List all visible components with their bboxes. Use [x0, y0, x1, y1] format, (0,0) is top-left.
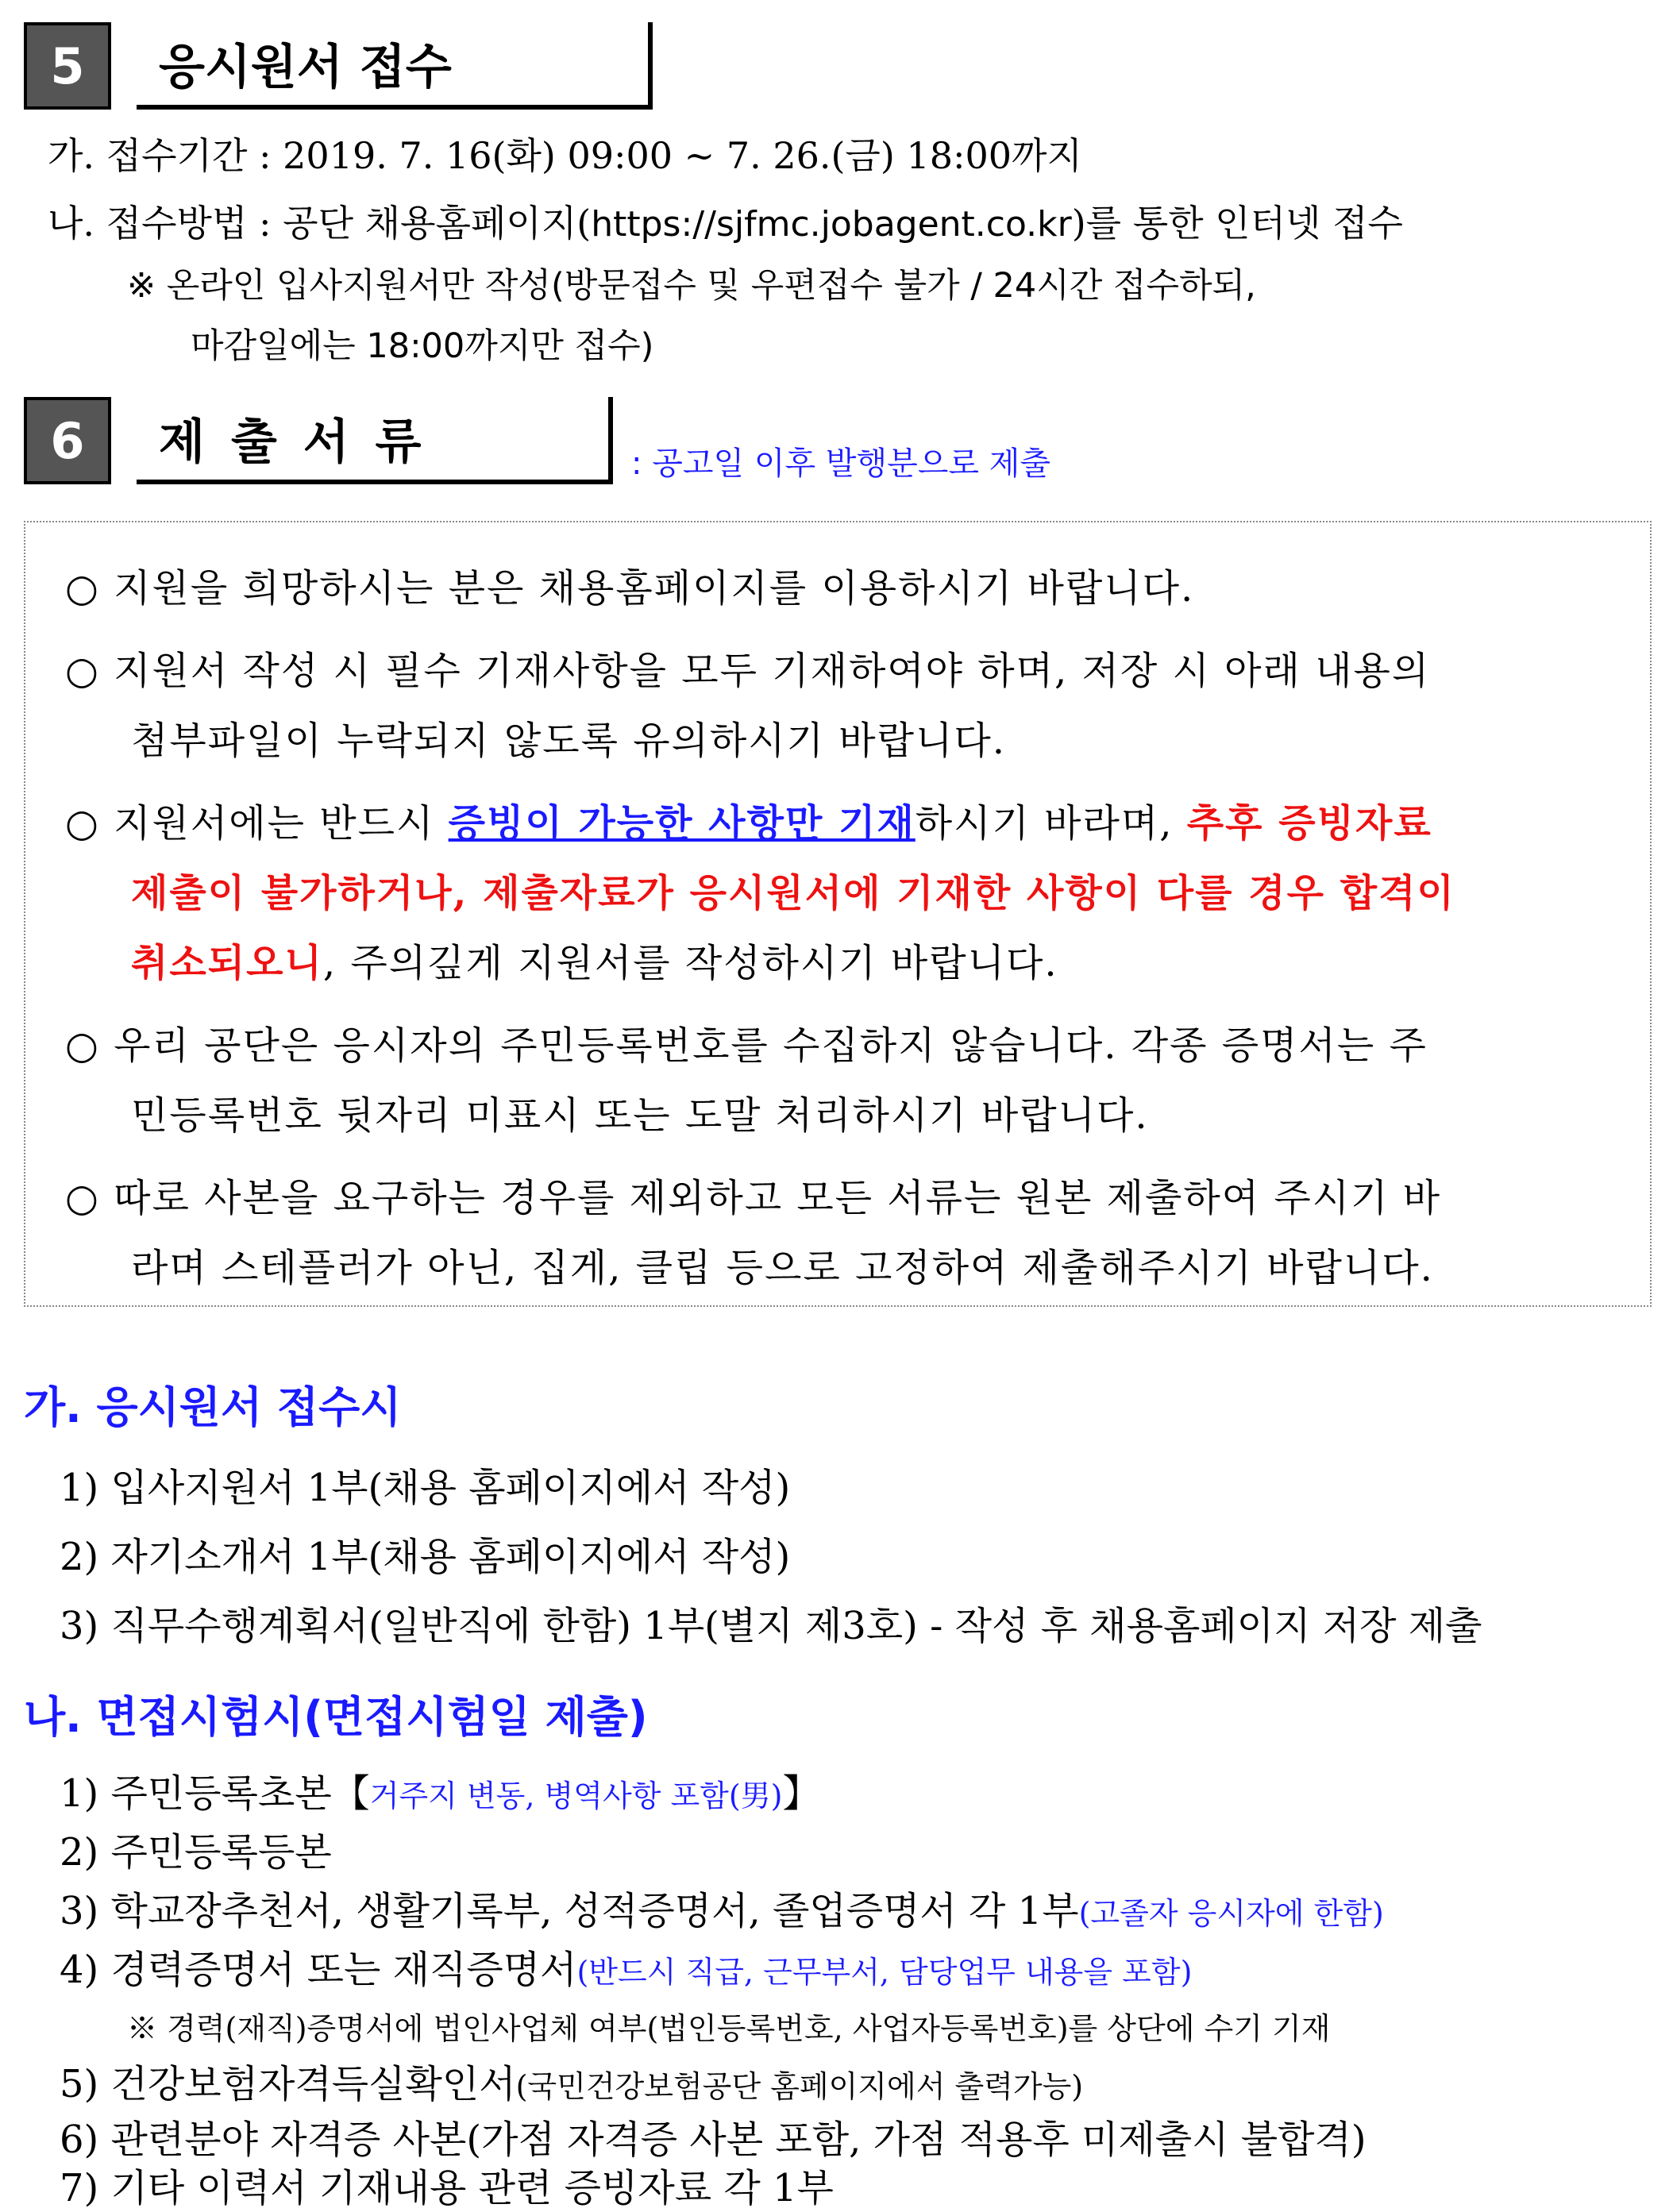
b3-pre: ○ 지원서에는 반드시 — [65, 801, 449, 846]
b3-warning-1: 추후 증빙자료 — [1186, 801, 1432, 846]
section-title: 응시원서 접수 — [137, 22, 653, 110]
sub-heading-application: 가. 응시원서 접수시 — [24, 1382, 402, 1432]
item-text: 1) 주민등록초본 — [60, 1771, 332, 1816]
section-5-header — [24, 22, 653, 110]
online-note-line1: ※ 온라인 입사지원서만 작성(방문접수 및 우편접수 불가 / 24시간 접수하되, — [127, 266, 1256, 306]
item-text: 5) 건강보험자격득실확인서 — [60, 2062, 516, 2106]
b3-warning-3: 취소되오니 — [131, 941, 323, 985]
notice-box — [24, 521, 1652, 1307]
list-subnote: ※ 경력(재직)증명서에 법인사업체 여부(법인등록번호, 사업자등록번호)를 상단에 수기 기재 — [127, 2011, 1331, 2046]
recruit-url-link[interactable]: https://sjfmc.jobagent.co.kr — [591, 204, 1072, 245]
notice-bullet-4-line2: 민등록번호 뒷자리 미표시 또는 도말 처리하시기 바랍니다. — [131, 1093, 1149, 1138]
notice-bullet-4-line1: ○ 우리 공단은 응시자의 주민등록번호를 수집하지 않습니다. 각종 증명서는 주 — [65, 1023, 1428, 1068]
list-item: 2) 주민등록등본 — [60, 1830, 332, 1875]
list-item — [60, 1763, 821, 1817]
bracket-close: 】 — [782, 1771, 821, 1816]
application-method — [48, 195, 1403, 247]
online-note-line2: 마감일에는 18:00까지만 접수) — [191, 326, 654, 366]
b3-emphasis: 증빙이 가능한 사항만 기재 — [448, 801, 916, 846]
sub-heading-interview: 나. 면접시험시(면접시험일 제출) — [24, 1692, 648, 1742]
notice-bullet-2-line1: ○ 지원서 작성 시 필수 기재사항을 모두 기재하여야 하며, 저장 시 아래 내용의 — [65, 649, 1431, 693]
list-item — [60, 1880, 1384, 1935]
list-item: 2) 자기소개서 1부(채용 홈페이지에서 작성) — [60, 1535, 791, 1579]
item-note: 거주지 변동, 병역사항 포함(男) — [369, 1778, 783, 1813]
application-period: 가. 접수기간 : 2019. 7. 16(화) 09:00 ~ 7. 26.(금) 18:00까지 — [48, 134, 1082, 177]
section-title: 제 출 서 류 — [137, 397, 613, 484]
notice-bullet-5-line1: ○ 따로 사본을 요구하는 경우를 제외하고 모든 서류는 원본 제출하여 주시기 바 — [65, 1176, 1442, 1220]
item-note: (반드시 직급, 근무부서, 담당업무 내용을 포함) — [576, 1955, 1193, 1990]
bracket-open: 【 — [331, 1771, 370, 1816]
notice-bullet-5-line2: 라며 스테플러가 아닌, 집게, 클립 등으로 고정하여 제출해주시기 바랍니다. — [131, 1246, 1434, 1290]
item-text: 3) 학교장추천서, 생활기록부, 성적증명서, 졸업증명서 각 1부 — [60, 1889, 1079, 1933]
list-item — [60, 2053, 1083, 2108]
method-suffix: )를 통한 인터넷 접수 — [1071, 202, 1403, 245]
method-prefix: 나. 접수방법 : 공단 채용홈페이지( — [48, 202, 592, 245]
section-6-header — [24, 397, 613, 484]
notice-bullet-3-line3 — [131, 932, 1058, 987]
list-item: 1) 입사지원서 1부(채용 홈페이지에서 작성) — [60, 1466, 791, 1510]
list-item: 6) 관련분야 자격증 사본(가점 자격증 사본 포함, 가점 적용후 미제출시 불합격) — [60, 2118, 1367, 2162]
list-item: 7) 기타 이력서 기재내용 관련 증빙자료 각 1부 — [60, 2166, 834, 2210]
notice-bullet-3-line2: 제출이 불가하거나, 제출자료가 응시원서에 기재한 사항이 다를 경우 합격이 — [131, 871, 1455, 915]
section-6-side-note: : 공고일 이후 발행분으로 제출 — [631, 445, 1051, 482]
list-item — [60, 1939, 1192, 1994]
item-note: (국민건강보험공단 홈페이지에서 출력가능) — [515, 2069, 1084, 2104]
notice-bullet-1: ○ 지원을 희망하시는 분은 채용홈페이지를 이용하시기 바랍니다. — [65, 566, 1195, 611]
item-text: 4) 경력증명서 또는 재직증명서 — [60, 1948, 577, 1992]
list-item: 3) 직무수행계획서(일반직에 한함) 1부(별지 제3호) - 작성 후 채용홈페이지 저장 제출 — [60, 1604, 1482, 1648]
b3-end: , 주의깊게 지원서를 작성하시기 바랍니다. — [322, 941, 1058, 985]
notice-bullet-3-line1 — [65, 792, 1432, 847]
notice-bullet-2-line2: 첨부파일이 누락되지 않도록 유의하시기 바랍니다. — [131, 719, 1007, 763]
b3-mid: 하시기 바라며, — [915, 801, 1187, 846]
section-number: 6 — [24, 397, 111, 484]
item-note: (고졸자 응시자에 한함) — [1078, 1896, 1384, 1931]
section-number: 5 — [24, 22, 111, 110]
